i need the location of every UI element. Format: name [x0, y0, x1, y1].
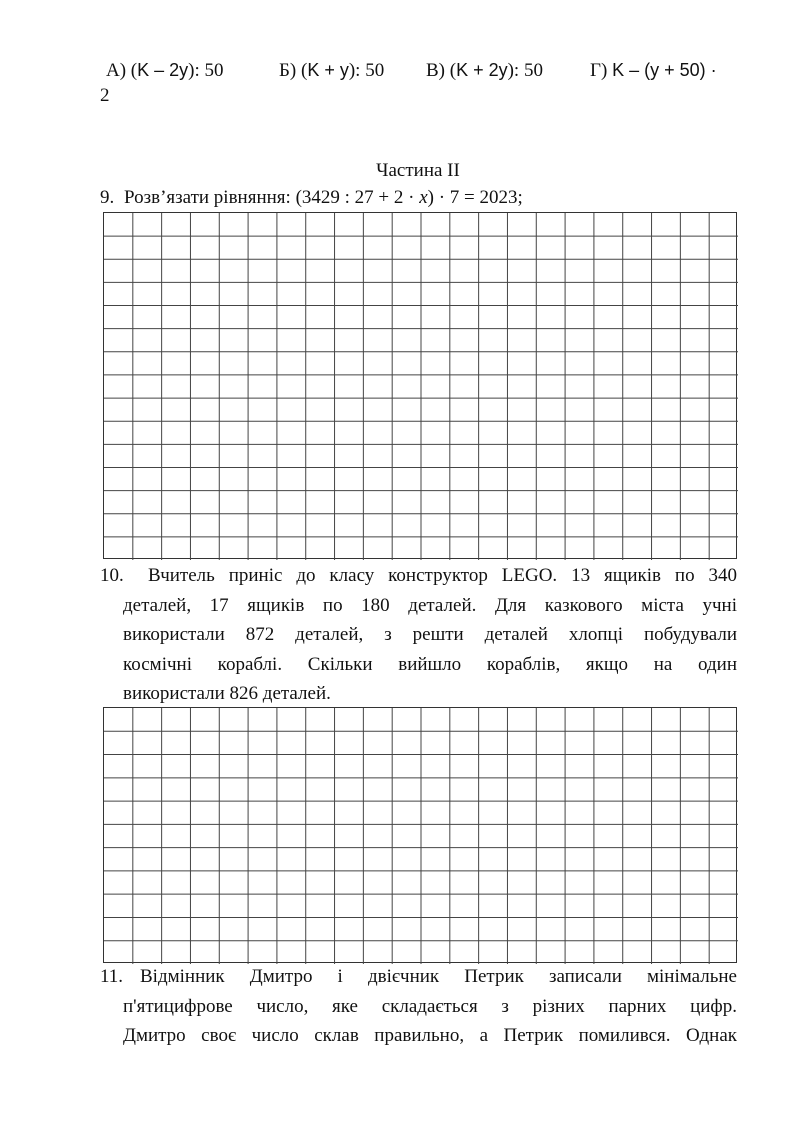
answer-grid-task10[interactable]: [103, 707, 737, 963]
task11-line-2: п'ятицифрове число, яке складається з різних парних цифр.: [123, 995, 737, 1017]
task9-text: Розв’язати рівняння: (3429 : 27 + 2 ·: [124, 187, 420, 208]
task9-text-end: ) · 7 = 2023;: [427, 187, 523, 208]
task9-number: 9.: [100, 187, 115, 208]
task10-line-1: [100, 561, 737, 591]
task10-line-1-text: Вчитель приніс до класу конструктор LEGO. 13 ящиків по 340: [148, 565, 737, 586]
task10-line-5: використали 826 деталей.: [123, 683, 331, 704]
option-v-end: ): 50: [507, 60, 543, 81]
task11-number: 11.: [100, 966, 124, 987]
part-heading: Частина II: [376, 160, 460, 181]
answer-grid-task9[interactable]: [103, 212, 737, 559]
task10-line-4: космічні кораблі. Скільки вийшло кораблів, якщо на один: [123, 653, 737, 675]
task10-number: 10.: [100, 565, 124, 586]
option-b-label: Б) (: [279, 60, 308, 81]
task10-line-3: використали 872 деталей, з решти деталей хлопці побудували: [123, 624, 737, 645]
task11-line-1-text: Відмінник Дмитро і двієчник Петрик записали мінімальне: [140, 966, 737, 987]
option-a-expression: K – 2y: [137, 60, 189, 80]
option-b: [279, 57, 384, 84]
task9-statement: [100, 187, 523, 209]
option-v-expression: K + 2y: [456, 60, 508, 80]
option-g: [590, 57, 717, 84]
grid-lines: [104, 213, 738, 560]
option-a: [106, 57, 224, 84]
option-b-expression: K + y: [307, 60, 349, 80]
option-b-end: ): 50: [348, 60, 385, 81]
option-a-label: А) (: [106, 60, 138, 81]
task10-line-2: деталей, 17 ящиків по 180 деталей. Для казкового міста учні: [123, 594, 737, 616]
option-v: [426, 57, 543, 84]
option-g-expression: K – (y + 50) ·: [612, 60, 717, 80]
task10-statement: [100, 561, 737, 709]
task9-variable: x: [419, 187, 428, 208]
option-v-label: В) (: [426, 60, 457, 81]
option-g-label: Г): [590, 60, 613, 81]
task11-statement: [100, 962, 737, 1051]
option-g-wrap: 2: [100, 85, 110, 106]
option-a-end: ): 50: [188, 60, 224, 81]
task11-line-1: [100, 962, 737, 992]
task11-line-3: Дмитро своє число склав правильно, а Петрик помилився. Однак: [123, 1025, 737, 1046]
grid-lines: [104, 708, 738, 964]
